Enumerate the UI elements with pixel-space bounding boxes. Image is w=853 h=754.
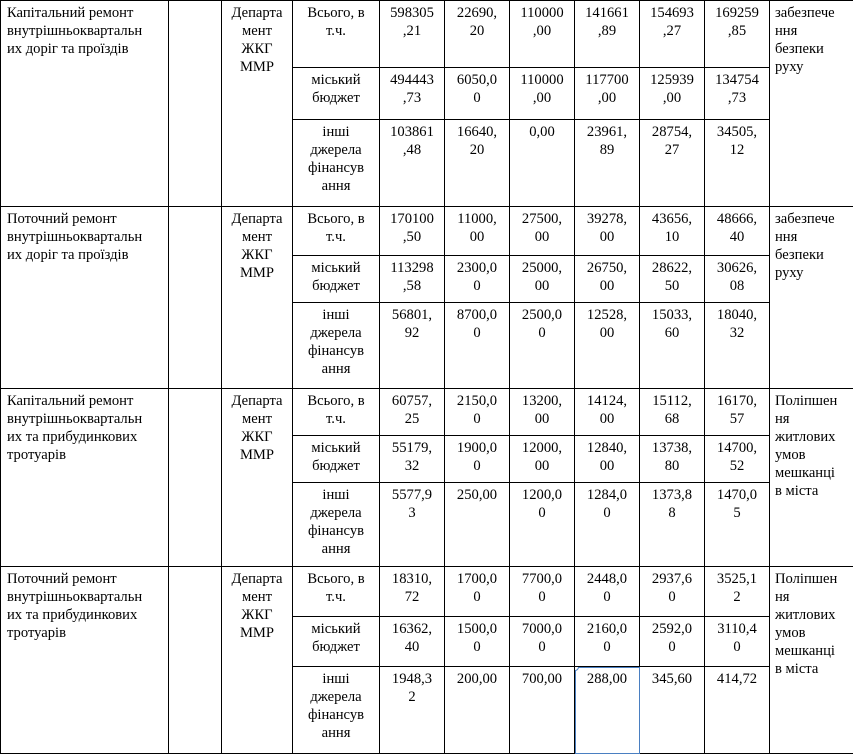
amount-value: 117700 ,00	[577, 71, 637, 107]
amount-value: 8700,0 0	[447, 306, 507, 342]
amount-cell[interactable]	[705, 389, 770, 436]
amount-value: 169259 ,85	[707, 4, 767, 40]
amount-cell[interactable]	[640, 617, 705, 667]
funding-source-cell[interactable]	[293, 436, 380, 483]
amount-cell[interactable]	[640, 1, 705, 68]
executor-label: Департа мент ЖКГ ММР	[225, 392, 289, 464]
amount-value: 103861 ,48	[382, 123, 442, 159]
amount-cell[interactable]	[705, 303, 770, 389]
amount-value: 125939 ,00	[642, 71, 702, 107]
amount-value: 34505, 12	[707, 123, 767, 159]
amount-cell[interactable]	[445, 389, 510, 436]
amount-cell[interactable]	[705, 617, 770, 667]
amount-cell[interactable]	[575, 303, 640, 389]
amount-cell[interactable]	[640, 389, 705, 436]
amount-value: 2160,0 0	[577, 620, 637, 656]
amount-cell[interactable]	[380, 68, 445, 120]
amount-cell[interactable]	[380, 303, 445, 389]
funding-source-label: міський бюджет	[296, 259, 376, 295]
amount-cell[interactable]	[640, 207, 705, 256]
executor-label: Департа мент ЖКГ ММР	[225, 210, 289, 282]
funding-source-label: Всього, в т.ч.	[296, 392, 376, 428]
amount-value: 23961, 89	[577, 123, 637, 159]
amount-cell[interactable]	[445, 483, 510, 567]
amount-cell[interactable]	[640, 303, 705, 389]
funding-source-label: Всього, в т.ч.	[296, 4, 376, 40]
funding-source-label: інші джерела фінансув ання	[296, 486, 376, 558]
amount-value: 170100 ,50	[382, 210, 442, 246]
expected-result-cell[interactable]	[770, 1, 853, 207]
amount-value: 1948,3 2	[382, 670, 442, 706]
amount-cell[interactable]	[640, 667, 705, 754]
amount-cell[interactable]	[445, 1, 510, 68]
amount-cell[interactable]	[510, 303, 575, 389]
amount-value: 345,60	[642, 670, 702, 688]
amount-cell[interactable]	[510, 120, 575, 207]
amount-cell[interactable]	[380, 120, 445, 207]
amount-value: 110000 ,00	[512, 71, 572, 107]
amount-cell[interactable]	[510, 256, 575, 303]
amount-cell[interactable]	[445, 436, 510, 483]
amount-value: 1500,0 0	[447, 620, 507, 656]
amount-value: 12528, 00	[577, 306, 637, 342]
amount-value: 5577,9 3	[382, 486, 442, 522]
executor-label: Департа мент ЖКГ ММР	[225, 570, 289, 642]
amount-value: 200,00	[447, 670, 507, 688]
expected-result-cell[interactable]	[770, 389, 853, 567]
amount-cell[interactable]	[380, 389, 445, 436]
measure-name: Поточний ремонт внутрішньоквартальн их та прибудинкових тротуарів	[7, 570, 164, 642]
amount-value: 7000,0 0	[512, 620, 572, 656]
amount-cell[interactable]	[705, 207, 770, 256]
amount-value: 11000, 00	[447, 210, 507, 246]
funding-source-label: інші джерела фінансув ання	[296, 670, 376, 742]
amount-cell[interactable]	[380, 1, 445, 68]
amount-value: 598305 ,21	[382, 4, 442, 40]
amount-value: 494443 ,73	[382, 71, 442, 107]
amount-cell[interactable]	[380, 483, 445, 567]
amount-cell[interactable]	[445, 120, 510, 207]
empty-cell[interactable]	[169, 207, 222, 389]
funding-source-cell[interactable]	[293, 483, 380, 567]
funding-source-cell[interactable]	[293, 120, 380, 207]
amount-value: 113298 ,58	[382, 259, 442, 295]
executor-cell[interactable]	[222, 1, 293, 207]
amount-cell[interactable]	[640, 256, 705, 303]
amount-cell[interactable]	[575, 207, 640, 256]
amount-value: 1200,0 0	[512, 486, 572, 522]
amount-cell[interactable]	[575, 483, 640, 567]
funding-source-label: інші джерела фінансув ання	[296, 123, 376, 195]
funding-source-label: Всього, в т.ч.	[296, 570, 376, 606]
amount-cell[interactable]	[575, 617, 640, 667]
amount-cell[interactable]	[510, 68, 575, 120]
amount-cell[interactable]	[575, 1, 640, 68]
amount-value: 2500,0 0	[512, 306, 572, 342]
amount-value: 1470,0 5	[707, 486, 767, 522]
amount-value: 14124, 00	[577, 392, 637, 428]
amount-value: 55179, 32	[382, 439, 442, 475]
amount-cell[interactable]	[640, 68, 705, 120]
measure-name: Поточний ремонт внутрішньоквартальн их доріг та проїздів	[7, 210, 164, 264]
amount-value: 3110,4 0	[707, 620, 767, 656]
amount-value: 13738, 80	[642, 439, 702, 475]
amount-cell[interactable]	[640, 483, 705, 567]
amount-cell[interactable]	[445, 207, 510, 256]
amount-value: 30626, 08	[707, 259, 767, 295]
amount-cell[interactable]	[380, 207, 445, 256]
amount-value: 18040, 32	[707, 306, 767, 342]
amount-cell[interactable]	[380, 667, 445, 754]
amount-value: 14700, 52	[707, 439, 767, 475]
funding-source-cell[interactable]	[293, 617, 380, 667]
amount-cell[interactable]	[705, 68, 770, 120]
amount-value: 250,00	[447, 486, 507, 504]
amount-value: 141661 ,89	[577, 4, 637, 40]
amount-cell[interactable]	[510, 483, 575, 567]
amount-value: 15033, 60	[642, 306, 702, 342]
amount-value: 7700,0 0	[512, 570, 572, 606]
amount-cell[interactable]	[575, 436, 640, 483]
amount-value: 18310, 72	[382, 570, 442, 606]
amount-cell[interactable]	[380, 567, 445, 617]
empty-cell[interactable]	[169, 567, 222, 754]
funding-source-label: міський бюджет	[296, 620, 376, 656]
executor-cell[interactable]	[222, 207, 293, 389]
amount-value: 16362, 40	[382, 620, 442, 656]
amount-value: 13200, 00	[512, 392, 572, 428]
expected-result-cell[interactable]	[770, 567, 853, 754]
amount-value: 43656, 10	[642, 210, 702, 246]
amount-cell[interactable]	[640, 567, 705, 617]
amount-cell[interactable]	[510, 436, 575, 483]
funding-source-label: Всього, в т.ч.	[296, 210, 376, 246]
amount-value: 3525,1 2	[707, 570, 767, 606]
measure-name: Капітальний ремонт внутрішньоквартальн их доріг та проїздів	[7, 4, 164, 58]
funding-source-label: інші джерела фінансув ання	[296, 306, 376, 378]
amount-value: 154693 ,27	[642, 4, 702, 40]
executor-label: Департа мент ЖКГ ММР	[225, 4, 289, 76]
funding-source-cell[interactable]	[293, 303, 380, 389]
table-body	[1, 1, 853, 754]
amount-cell[interactable]	[380, 617, 445, 667]
amount-cell[interactable]	[575, 120, 640, 207]
funding-source-label: міський бюджет	[296, 71, 376, 107]
amount-value: 12000, 00	[512, 439, 572, 475]
amount-value: 60757, 25	[382, 392, 442, 428]
amount-cell[interactable]	[705, 256, 770, 303]
measure-name-cell[interactable]	[1, 1, 169, 207]
table-row	[1, 389, 853, 436]
amount-value: 1900,0 0	[447, 439, 507, 475]
amount-value: 2150,0 0	[447, 392, 507, 428]
amount-cell[interactable]	[640, 120, 705, 207]
amount-cell[interactable]	[510, 617, 575, 667]
funding-source-cell[interactable]	[293, 389, 380, 436]
amount-value: 0,00	[512, 123, 572, 141]
amount-value: 39278, 00	[577, 210, 637, 246]
amount-value: 48666, 40	[707, 210, 767, 246]
amount-cell[interactable]	[575, 567, 640, 617]
amount-value: 28622, 50	[642, 259, 702, 295]
amount-value: 134754 ,73	[707, 71, 767, 107]
expected-result-cell[interactable]	[770, 207, 853, 389]
amount-cell[interactable]	[380, 436, 445, 483]
amount-cell[interactable]	[445, 303, 510, 389]
amount-value: 16170, 57	[707, 392, 767, 428]
amount-cell[interactable]	[380, 256, 445, 303]
selected-amount-cell[interactable]	[575, 667, 640, 754]
expected-result: забезпече ння безпеки руху	[775, 210, 852, 282]
measure-name: Капітальний ремонт внутрішньоквартальн их та прибудинкових тротуарів	[7, 392, 164, 464]
amount-cell[interactable]	[705, 120, 770, 207]
table-row	[1, 567, 853, 617]
amount-cell[interactable]	[575, 256, 640, 303]
amount-value: 288,00	[577, 670, 637, 688]
funding-source-cell[interactable]	[293, 667, 380, 754]
funding-source-cell[interactable]	[293, 567, 380, 617]
amount-value: 28754, 27	[642, 123, 702, 159]
amount-cell[interactable]	[705, 483, 770, 567]
amount-value: 1284,0 0	[577, 486, 637, 522]
amount-cell[interactable]	[510, 1, 575, 68]
funding-source-cell[interactable]	[293, 207, 380, 256]
measure-name-cell[interactable]	[1, 567, 169, 754]
amount-value: 700,00	[512, 670, 572, 688]
funding-source-label: міський бюджет	[296, 439, 376, 475]
amount-cell[interactable]	[510, 389, 575, 436]
amount-cell[interactable]	[575, 389, 640, 436]
amount-value: 2448,0 0	[577, 570, 637, 606]
funding-source-cell[interactable]	[293, 68, 380, 120]
amount-cell[interactable]	[445, 567, 510, 617]
funding-source-cell[interactable]	[293, 1, 380, 68]
amount-value: 110000 ,00	[512, 4, 572, 40]
amount-cell[interactable]	[705, 667, 770, 754]
funding-source-cell[interactable]	[293, 256, 380, 303]
amount-value: 12840, 00	[577, 439, 637, 475]
amount-cell[interactable]	[575, 68, 640, 120]
empty-cell[interactable]	[169, 1, 222, 207]
measure-name-cell[interactable]	[1, 207, 169, 389]
amount-cell[interactable]	[705, 567, 770, 617]
executor-cell[interactable]	[222, 567, 293, 754]
amount-cell[interactable]	[705, 1, 770, 68]
amount-value: 2937,6 0	[642, 570, 702, 606]
amount-value: 27500, 00	[512, 210, 572, 246]
expected-result: Поліпшен ня житлових умов мешканці в міста	[775, 392, 852, 500]
amount-cell[interactable]	[510, 567, 575, 617]
amount-value: 56801, 92	[382, 306, 442, 342]
amount-value: 2300,0 0	[447, 259, 507, 295]
amount-cell[interactable]	[510, 207, 575, 256]
amount-cell[interactable]	[445, 617, 510, 667]
expected-result: забезпече ння безпеки руху	[775, 4, 852, 76]
amount-cell[interactable]	[445, 256, 510, 303]
table-row	[1, 207, 853, 256]
amount-value: 1373,8 8	[642, 486, 702, 522]
amount-value: 25000, 00	[512, 259, 572, 295]
amount-value: 1700,0 0	[447, 570, 507, 606]
amount-value: 22690, 20	[447, 4, 507, 40]
amount-value: 26750, 00	[577, 259, 637, 295]
amount-value: 6050,0 0	[447, 71, 507, 107]
table-row	[1, 1, 853, 68]
amount-cell[interactable]	[640, 436, 705, 483]
amount-cell[interactable]	[705, 436, 770, 483]
measure-name-cell[interactable]	[1, 389, 169, 567]
amount-cell[interactable]	[510, 667, 575, 754]
amount-cell[interactable]	[445, 68, 510, 120]
amount-value: 2592,0 0	[642, 620, 702, 656]
empty-cell[interactable]	[169, 389, 222, 567]
executor-cell[interactable]	[222, 389, 293, 567]
amount-value: 414,72	[707, 670, 767, 688]
expected-result: Поліпшен ня житлових умов мешканці в міста	[775, 570, 852, 678]
amount-value: 15112, 68	[642, 392, 702, 428]
amount-cell[interactable]	[445, 667, 510, 754]
amount-value: 16640, 20	[447, 123, 507, 159]
